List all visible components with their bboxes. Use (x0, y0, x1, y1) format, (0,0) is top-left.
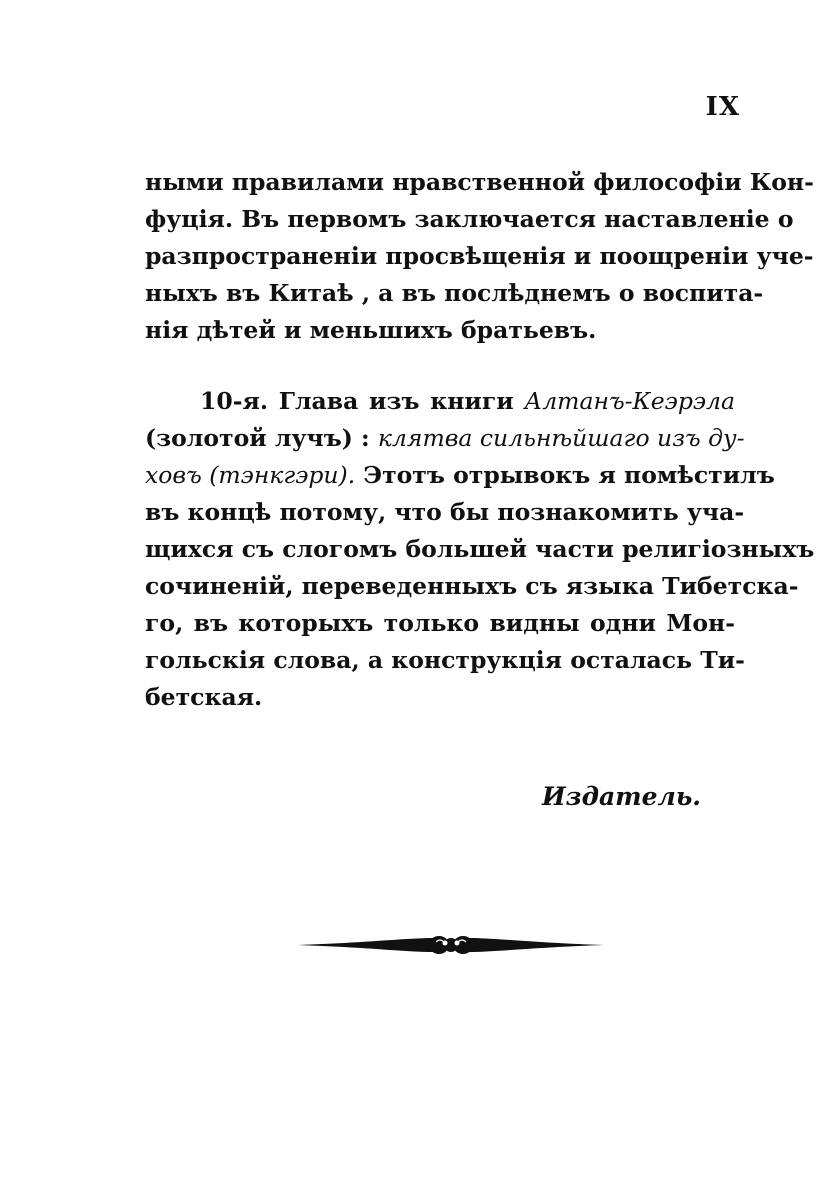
paragraph-1-line-1: ными правилами нравственной философіи Кон- (145, 168, 814, 196)
paragraph-2-line-5: щихся съ слогомъ большей части религіозныхъ (145, 535, 815, 563)
section-number: 10-я. (200, 387, 268, 415)
paragraph-2-line-2 (145, 419, 745, 457)
paragraph-1-line-2: фуція. Въ первомъ заключается наставленіе о (145, 205, 794, 233)
paragraph-2-line-3-text: Этотъ отрывокъ я помѣстилъ (355, 461, 775, 489)
paragraph-2-line-1-text: Глава изъ книги (268, 387, 525, 415)
oath-title-part-1: клятва сильнѣйшаго изъ ду- (377, 424, 745, 452)
paragraph-2-line-7: го, въ которыхъ только видны одни Мон- (145, 609, 735, 637)
paragraph-1-line-3: разпространеніи просвѣщенія и поощреніи уче- (145, 242, 814, 270)
paragraph-2-line-8: гольскія слова, а конструкція осталась Ти- (145, 646, 745, 674)
paragraph-2-line-6: сочиненій, переведенныхъ съ языка Тибетска- (145, 572, 799, 600)
paragraph-1-line-5: нія дѣтей и меньшихъ братьевъ. (145, 316, 597, 344)
page-number: IX (705, 92, 740, 122)
publisher-signature: Издатель. (542, 782, 702, 811)
book-title: Алтанъ-Кеэрэла (524, 387, 735, 415)
paragraph-1-line-4: ныхъ въ Китаѣ , а въ послѣднемъ о воспита- (145, 279, 764, 307)
paragraph-2-line-1 (200, 382, 735, 420)
paragraph-2-line-4: въ концѣ потому, что бы познакомить уча- (145, 498, 745, 526)
paragraph-2-line-9: бетская. (145, 683, 263, 711)
oath-title-part-2: ховъ (тэнкгэри). (145, 461, 356, 489)
paragraph-2-line-2-text: (золотой лучъ) : (145, 424, 378, 452)
tailpiece-ornament-icon (298, 930, 604, 960)
paragraph-2-line-3 (145, 456, 775, 494)
